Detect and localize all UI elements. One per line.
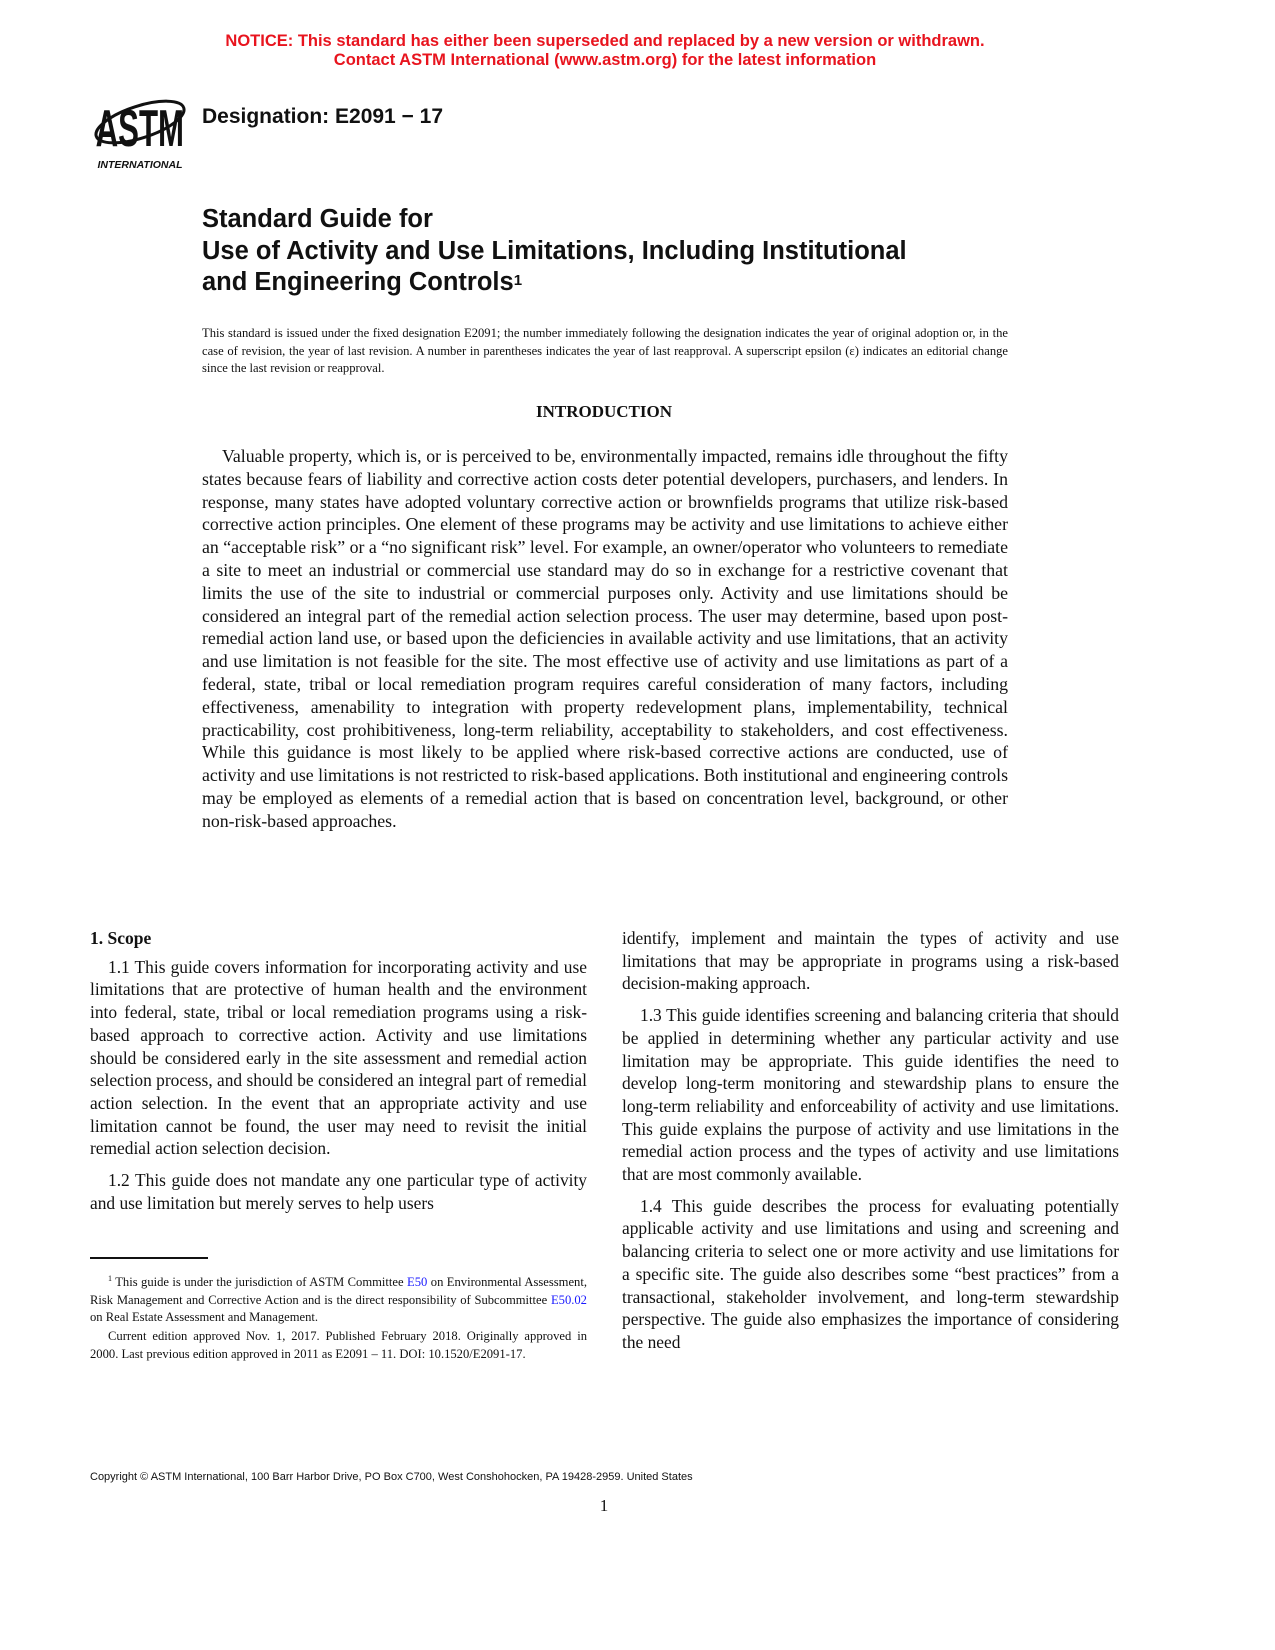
title-line-1: Standard Guide for	[202, 205, 433, 233]
notice-line-1: NOTICE: This standard has either been superseded and replaced by a new version or withdrawn.	[225, 32, 985, 50]
scope-heading: 1. Scope	[90, 928, 152, 948]
introduction-heading: INTRODUCTION	[535, 402, 673, 421]
section-1-2-start: 1.2 This guide does not mandate any one particular type of activity and use limitation but merely serves to help users	[90, 1170, 587, 1213]
logo-text: ASTM	[95, 99, 184, 159]
footnote-1-text-c: on Real Estate Assessment and Management.	[90, 1310, 319, 1325]
section-1-3: 1.3 This guide identifies screening and balancing criteria that should be applied in determining whether any particular activity and use limitation may be appropriate. This guide identifies the need to develop long-term monitoring and stewardship plans to ensure the long-term reliability and enforceability of activity and use limitations. This guide explains the purpose of activity and use limitations in the remedial action process and the types of activity and use limitations that are most commonly available.	[622, 1005, 1119, 1185]
section-1-1: 1.1 This guide covers information for incorporating activity and use limitations that are protective of human health and the environment into federal, state, tribal or local remediation programs using a risk-based approach to corrective action. Activity and use limitations should be considered early in the site assessment and remedial action selection process, and should be considered an integral part of remedial action selection. In the event that an appropriate activity and use limitation cannot be found, the user may need to revisit the initial remedial action selection decision.	[90, 956, 587, 1159]
footnote-1-text-a: This guide is under the jurisdiction of ASTM Committee	[115, 1275, 404, 1290]
logo-subtext: INTERNATIONAL	[97, 159, 183, 171]
footnotes	[90, 1270, 587, 1364]
issued-note: This standard is issued under the fixed designation E2091; the number immediately following the designation indicates the year of original adoption or, in the case of revision, the year of last revision. A number in parentheses indicates the year of last reapproval. A superscript epsilon (ε) indicates an editorial change since the last revision or reapproval.	[202, 326, 1008, 375]
link-e50-02[interactable]: E50.02	[550, 1292, 587, 1307]
notice-line-2: Contact ASTM International (www.astm.org) for the latest information	[333, 51, 877, 69]
designation: Designation: E2091 − 17	[202, 105, 444, 128]
title-footnote-mark: 1	[513, 272, 523, 289]
page-number: 1	[599, 1496, 609, 1515]
section-1-2-continued: identify, implement and maintain the types of activity and use limitations that may be appropriate in programs using a risk-based decision-making approach.	[622, 928, 1119, 994]
link-e50[interactable]: E50	[407, 1275, 428, 1290]
title-line-3	[202, 267, 1042, 299]
footnote-edition: Current edition approved Nov. 1, 2017. Published February 2018. Originally approved in 2000. Last previous edition approved in 2011 as E2091 – 11. DOI: 10.1520/E2091-17.	[90, 1328, 587, 1361]
astm-logo	[90, 80, 190, 172]
title-line-2: Use of Activity and Use Limitations, Including Institutional	[202, 236, 907, 265]
left-column	[90, 927, 587, 1223]
footnote-1-mark: 1	[108, 1274, 112, 1283]
footnote-divider	[90, 1257, 208, 1259]
superseded-notice	[0, 32, 1210, 70]
right-column	[622, 927, 1119, 1363]
introduction-text: Valuable property, which is, or is perceived to be, environmentally impacted, remains idle throughout the fifty states because fears of liability and corrective action costs deter potential developers, purchasers, and lenders. In response, many states have adopted voluntary corrective action or brownfields programs that utilize risk-based corrective action principles. One element of these programs may be activity and use limitations to achieve either an “acceptable risk” or a “no significant risk” level. For example, an owner/operator who volunteers to remediate a site to meet an industrial or commercial use standard may do so in exchange for a restrictive covenant that limits the use of the site to industrial or commercial purposes only. Activity and use limitations should be considered an integral part of the remedial action selection process. The user may determine, based upon post-remedial action land use, or based upon the deficiencies in available activity and use limitations, that an activity and use limitation is not feasible for the site. The most effective use of activity and use limitations as part of a federal, state, tribal or local remediation program requires careful consideration of many factors, including effectiveness, amenability to integration with property redevelopment plans, implementability, technical practicability, cost prohibitiveness, long-term reliability, acceptability to stakeholders, and cost effectiveness. While this guidance is most likely to be applied where risk-based corrective actions are conducted, use of activity and use limitations is not restricted to risk-based applications. Both institutional and engineering controls may be employed as elements of a remedial action that is based on concentration level, background, or other non-risk-based approaches.	[202, 446, 1008, 831]
document-title	[202, 204, 1042, 299]
footnote-1-text-b: on Environmental Assessment, Risk Management and Corrective Action and is the direct responsibility of Subcommittee	[90, 1275, 587, 1307]
title-line-3-text: and Engineering Controls	[202, 268, 514, 296]
copyright: Copyright © ASTM International, 100 Barr Harbor Drive, PO Box C700, West Conshohocken, PA 19428-2959. United States	[90, 1471, 693, 1483]
footnote-1	[90, 1270, 587, 1327]
section-1-4: 1.4 This guide describes the process for evaluating potentially applicable activity and use limitations and using and screening and balancing criteria to select one or more activity and use limitations for a specific site. The guide also describes some “best practices” from a transactional, stakeholder involvement, and long-term stewardship perspective. The guide also emphasizes the importance of considering the need	[622, 1195, 1119, 1352]
